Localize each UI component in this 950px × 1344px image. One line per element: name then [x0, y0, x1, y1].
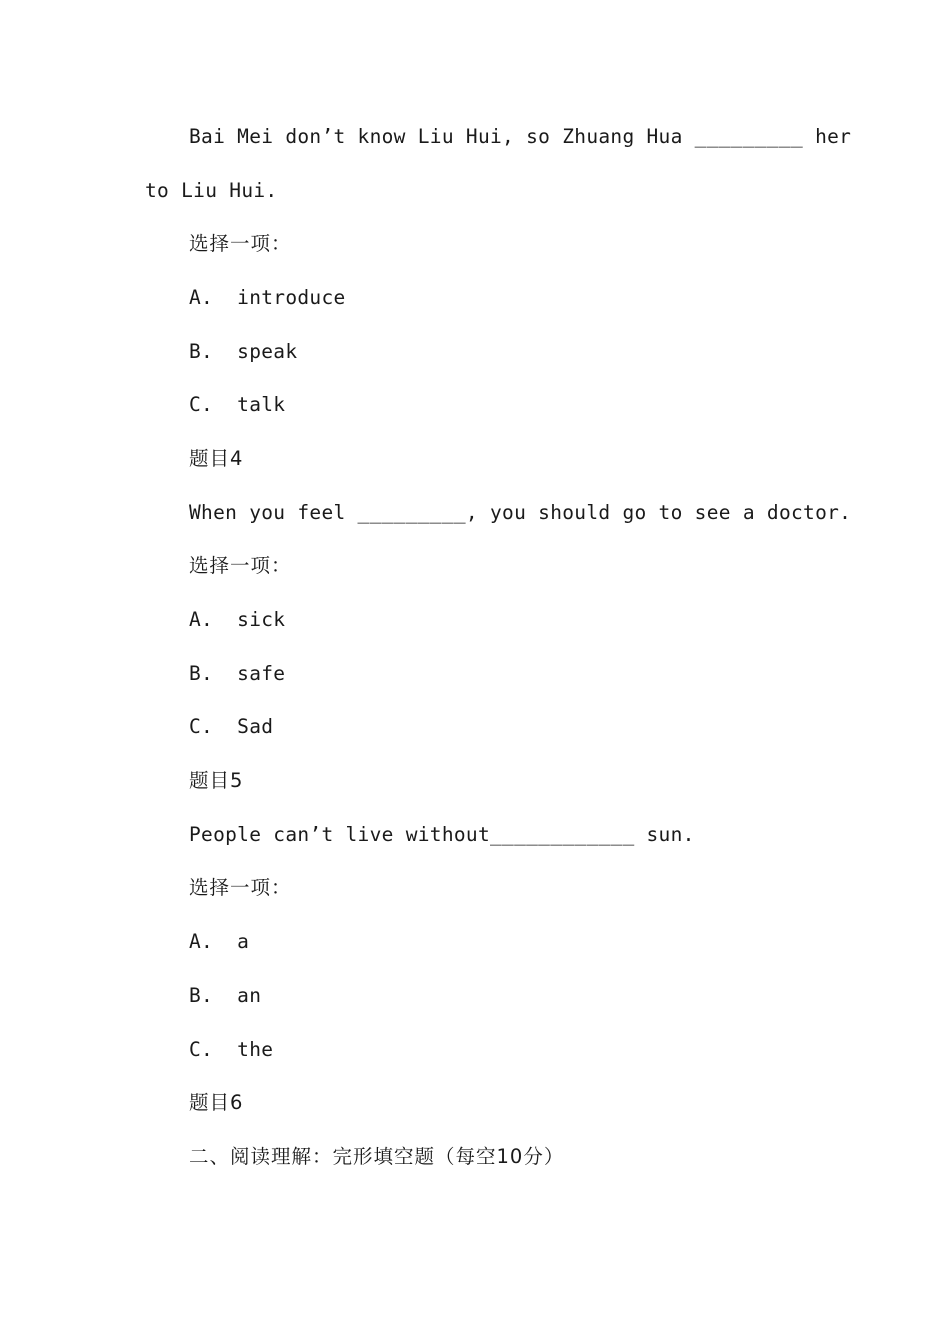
question-3-option-a: A. introduce — [189, 286, 346, 309]
question-5-prompt: 选择一项： — [189, 876, 292, 899]
question-3-prompt: 选择一项： — [189, 232, 292, 255]
question-4-prompt: 选择一项： — [189, 554, 292, 577]
question-4-option-b: B. safe — [189, 662, 286, 685]
question-4-stem: When you feel _________, you should go to see a doctor. — [189, 501, 852, 524]
question-4-option-a: A. sick — [189, 608, 286, 631]
section-heading: 二、阅读理解：完形填空题（每空10分） — [189, 1145, 565, 1168]
question-4-title: 题目4 — [189, 447, 244, 470]
question-3-option-b: B. speak — [189, 340, 298, 363]
question-5-option-b: B. an — [189, 984, 262, 1007]
question-6-title: 题目6 — [189, 1091, 244, 1114]
question-4-option-c: C. Sad — [189, 715, 274, 738]
question-5-stem: People can’t live without____________ sun. — [189, 823, 695, 846]
question-3-option-c: C. talk — [189, 393, 286, 416]
question-5-option-a: A. a — [189, 930, 250, 953]
question-5-title: 题目5 — [189, 769, 244, 792]
question-3-stem-line-2: to Liu Hui. — [145, 179, 278, 202]
question-3-stem-line-1: Bai Mei don’t know Liu Hui, so Zhuang Hua _________ her — [189, 125, 852, 148]
question-5-option-c: C. the — [189, 1038, 274, 1061]
